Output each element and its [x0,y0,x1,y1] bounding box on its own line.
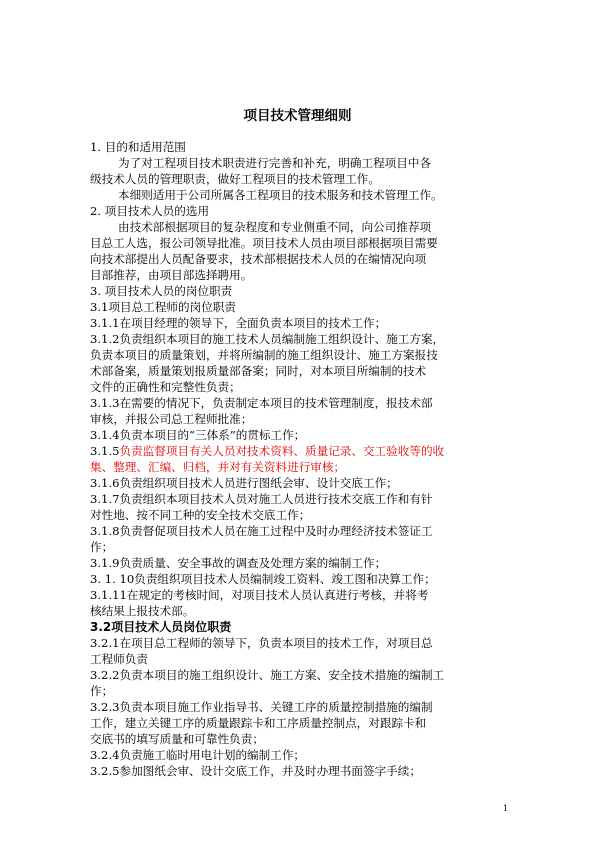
item-number: 3.1.5 [90,444,120,458]
section-heading-2: 2. 项目技术人员的选用 [90,204,210,218]
paragraph-line: 作； [90,540,114,554]
paragraph-line: 文件的正确性和完整性负责； [90,380,241,394]
paragraph-line: 审核，并报公司总工程师批准； [90,412,253,426]
section-heading-1: 1. 目的和适用范围 [90,140,186,154]
paragraph-line: 3.2.4负责施工临时用电计划的编制工作； [90,748,306,762]
paragraph-line: 目部推荐，由项目部选择聘用。 [90,268,253,282]
paragraph-line-highlighted [90,459,510,475]
paragraph-line: 3. 1. 10负责组织项目技术人员编制竣工资料、竣工图和决算工作； [90,572,436,586]
paragraph-line: 核结果上报技术部。 [90,604,195,618]
subsection-heading-bold: 3.2项目技术人员岗位职责 [90,620,232,634]
paragraph-line: 对性地、按不同工种的安全技术交底工作； [90,508,311,522]
paragraph-line: 向技术部提出人员配备要求，技术部根据技术人员的在编情况向项 [90,252,427,266]
highlighted-text: 集、整理、汇编、归档，并对有关资料进行审核； [90,460,346,474]
paragraph-line: 工作，建立关键工序的质量跟踪卡和工序质量控制点，对跟踪卡和 [90,716,427,730]
paragraph-line: 负责本项目的质量策划，并将所编制的施工组织设计、施工方案报技 [90,348,438,362]
paragraph-line: 3.1.11在规定的考核时间，对项目技术人员认真进行考核，并将考 [90,588,429,602]
paragraph-line: 为了对工程项目技术职责进行完善和补充，明确工程项目中各 [118,156,432,170]
paragraph-line: 3.1.7负责组织本项目技术人员对施工人员进行技术交底工作和有针 [90,492,433,506]
page-number: 1 [503,804,509,813]
paragraph-line: 3.1.2负责组织本项目的施工技术人员编制施工组织设计、施工方案， [90,332,445,346]
paragraph-line: 交底书的填写质量和可靠性负责； [90,732,264,746]
paragraph-line: 3.1.9负责质量、安全事故的调查及处理方案的编制工作； [90,556,387,570]
highlighted-text: 负责监督项目有关人员对技术资料、质量记录、交工验收等的收 [119,444,445,458]
paragraph-line: 3.1.6负责组织项目技术人员进行图纸会审、设计交底工作； [90,476,398,490]
paragraph-line: 3.1.1在项目经理的领导下，全面负责本项目的技术工作； [90,316,387,330]
paragraph-line: 3.2.3负责本项目施工作业指导书、关键工序的质量控制措施的编制 [90,700,433,714]
paragraph-line: 作； [90,684,114,698]
paragraph-line: 3.1.4负责本项目的“三体系”的贯标工作； [90,428,306,442]
paragraph-line: 由技术部根据项目的复杂程度和专业侧重不同，向公司推荐项 [118,220,432,234]
subsection-heading: 3.1项目总工程师的岗位职责 [90,300,236,314]
section-heading-3: 3. 项目技术人员的岗位职责 [90,284,233,298]
paragraph-line: 3.1.8负责督促项目技术人员在施工过程中及时办理经济技术签证工 [90,524,433,538]
paragraph-line: 术部备案，质量策划报质量部备案；同时，对本项目所编制的技术 [90,364,427,378]
paragraph-line: 3.2.1在项目总工程师的领导下，负责本项目的技术工作，对项目总 [90,636,433,650]
document-title: 项目技术管理细则 [243,108,352,124]
paragraph-line: 3.2.2负责本项目的施工组织设计、施工方案、安全技术措施的编制工 [90,668,445,682]
paragraph-line: 本细则适用于公司所属各工程项目的技术服务和技术管理工作。 [118,188,443,202]
paragraph-line-highlighted [90,443,510,459]
paragraph-line: 级技术人员的管理职责，做好工程项目的技术管理工作。 [90,172,380,186]
paragraph-line: 3.1.3在需要的情况下，负责制定本项目的技术管理制度，报技术部 [90,396,433,410]
paragraph-line: 目总工人选，报公司领导批准。项目技术人员由项目部根据项目需要 [90,236,438,250]
paragraph-line: 工程师负责 [90,652,148,666]
paragraph-line: 3.2.5参加图纸会审、设计交底工作，并及时办理书面签字手续； [90,764,421,778]
